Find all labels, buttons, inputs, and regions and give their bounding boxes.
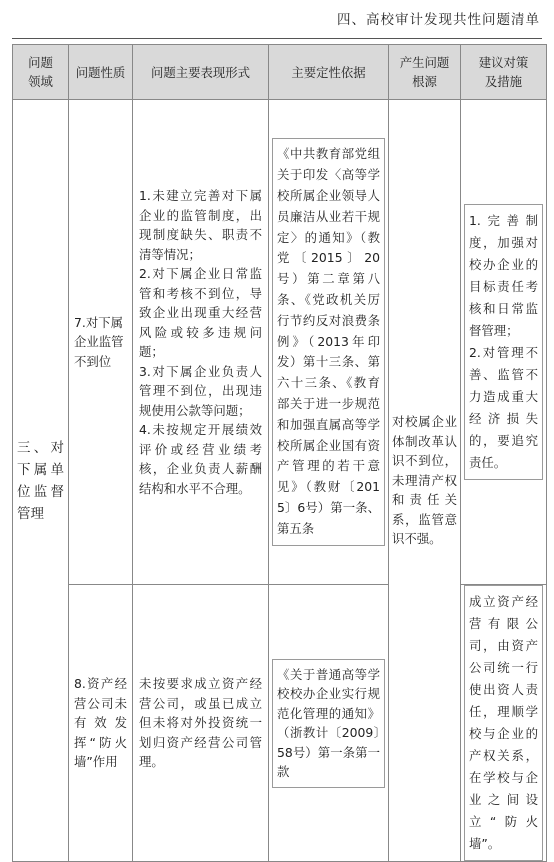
nature-cell: 7.对下属企业监管不到位 xyxy=(69,100,133,585)
measures-box: 1.完善制度，加强对校办企业的目标责任考核和日常监督管理； 2.对管理不善、监管不力造成重大经济损失的，要追究责任。 xyxy=(464,204,543,480)
basis-box: 《中共教育部党组关于印发〈高等学校所属企业领导人员廉洁从业若干规定〉的通知》（教党〔2015〕20号）第二章第八条、《党政机关厉行节约反对浪费条例》（2013年印发）第十三条、第六十三条、《教育部关于进一步规范和加强直属高等学校所属企业国有资产管理的若干意见》（教财〔2015〕6号）第一条、第五条 xyxy=(272,138,385,545)
domain-cell: 三、对下属单位监督管理 xyxy=(13,100,69,862)
forms-cell: 1.未建立完善对下属企业的监管制度，出现制度缺失、职责不清等情况； 2.对下属企业日常监管和考核不到位，导致企业出现重大经营风险或较多违规问题； 3.对下属企业负责人管理不到位，出现违规使用公款等问题； 4.未按规定开展绩效评价或经营业绩考核，企业负责人薪酬结构和水平不合理。 xyxy=(133,100,269,585)
header-rule xyxy=(12,38,542,39)
header-domain: 问题 领域 xyxy=(13,45,69,100)
basis-cell xyxy=(269,100,389,585)
basis-box: 《关于普通高等学校校办企业实行规范化管理的通知》（浙教计〔2009〕58号）第一条第一款 xyxy=(272,659,385,788)
table-header-row xyxy=(13,45,547,100)
nature-cell: 8.资产经营公司未有效发挥“防火墙”作用 xyxy=(69,585,133,862)
header-nature: 问题性质 xyxy=(69,45,133,100)
header-basis: 主要定性依据 xyxy=(269,45,389,100)
header-root-cause: 产生问题 根源 xyxy=(389,45,461,100)
root-cause-text: 对校属企业体制改革认识不到位，未理清产权和责任关系，监管意识不强。 xyxy=(392,414,457,547)
measures-cell xyxy=(461,100,547,585)
table-row xyxy=(13,585,547,862)
section-title: 四、高校审计发现共性问题清单 xyxy=(337,12,540,28)
audit-issues-table-wrap xyxy=(12,44,546,851)
measures-cell xyxy=(461,585,547,862)
header-forms: 问题主要表现形式 xyxy=(133,45,269,100)
forms-cell: 未按要求成立资产经营公司，或虽已成立但未将对外投资统一划归资产经营公司管理。 xyxy=(133,585,269,862)
root-cause-cell xyxy=(389,100,461,862)
basis-cell xyxy=(269,585,389,862)
audit-issues-table xyxy=(12,44,547,862)
header-measures: 建议对策 及措施 xyxy=(461,45,547,100)
table-row xyxy=(13,100,547,585)
measures-box: 成立资产经营有限公司，由资产公司统一行使出资人责任，理顺学校与企业的产权关系，在学校与企业之间设立“防火墙”。 xyxy=(464,585,543,861)
